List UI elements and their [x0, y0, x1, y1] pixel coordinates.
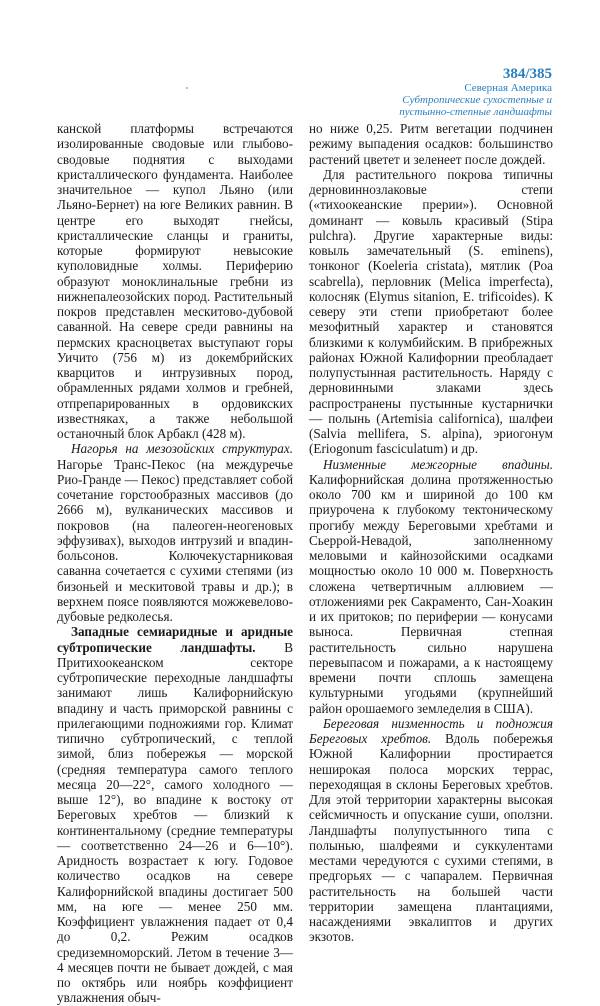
paragraph: но ниже 0,25. Ритм вегетации подчинен режиму выпадения осадков: большинство растений цветет и зеленеет после дождей. — [309, 121, 553, 167]
paragraph — [309, 716, 553, 945]
paragraph-heading: Береговая низменность и подножия Береговых хребтов. — [309, 715, 553, 746]
running-header — [372, 66, 552, 118]
chapter-subtitle: Субтропические сухостепные и пустынно-степные ландшафты — [399, 94, 552, 118]
paragraph: канской платформы встречаются изолированные сводовые или глыбово-сводовые поднятия с выходами кристаллического фундамента. Наиболее значительное — купол Льяно (или Льяно-Бернет) на юге Великих равнин. В центре его выходят гнейсы, кристаллические сланцы и граниты, которые формируют невысокие куполовидные холмы. Периферию образуют моноклинальные гребни из нижнепалеозойских пород. Растительный покров представлен мескитово-дубовой саванной. На севере среди равнины на пермских красноцветах выступают горы Уичито (756 м) из докембрийских кварцитов и интрузивных пород, обрамленных рядами холмов и гребней, отпрепарированных в ордовикских известняках, а также небольшой останочный блок Арбакл (428 м). — [57, 121, 293, 441]
paragraph — [57, 624, 293, 1005]
scan-speck — [186, 87, 188, 89]
paragraph-body: Нагорье Транс-Пекос (на междуречье Рио-Гранде — Пекос) представляет собой сочетание горстообразных массивов (до 2666 м), вулканических массивов и покровов (на палеоген-неогеновых эффузивах), выходов интрузий и впадин-больсонов. Колючекустарниковая саванна сочетается с сухими степями (из бизоньей и мескитовой травы и др.); в верхнем поясе появляются можжевелово-дубовые редколесья. — [57, 456, 293, 624]
paragraph: Для растительного покрова типичны дерновиннозлаковые степи («тихоокеанские прерии»). Основной доминант — ковыль красивый (Stipa pulchra). Другие характерные виды: ковыль замечательный (S. eminens), тонконог (Koeleria cristata), мятлик (Poa scabrella), перловник (Melica imperfecta), колосняк (Elymus sitanion, E. trificoides). К северу эти степи приобретают более мезофитный характер и становятся близкими к колумбийским. В прибрежных районах Южной Калифорнии преобладает полупустынная растительность. Наряду с дерновинными злаками здесь распространены пустынные кустарнички — полынь (Artemisia californica), шалфеи (Salvia mellifera, S. alpina), эриогонум (Eriogonum fasciculatum) и др. — [309, 166, 553, 457]
paragraph-body: В Притихоокеанском секторе субтропические переходные ландшафты занимают лишь Калифорнийскую впадину и часть приморской равнины с прилегающими подножиями гор. Климат типично субтропический, с теплой зимой, близ побережья — морской (средняя температура самого теплого месяца 20—22°, самого холодного — выше 12°), во впадине к востоку от Береговых хребтов — близкий к континентальному (средние температуры — соответственно 24—26 и 6—10°). Аридность возрастает к югу. Годовое количество осадков на севере Калифорнийской впадины достигает 500 мм, на юге — менее 250 мм. Коэффициент увлажнения падает от 0,4 до 0,2. Режим осадков средиземноморский. Летом в течение 3—4 месяцев почти не бывает дождей, с мая по октябрь или ноябрь коэффициент увлажнения обыч- — [57, 639, 294, 1006]
section-title: Северная Америка — [464, 82, 552, 94]
section-heading: Западные семиаридные и аридные субтропические ландшафты. — [57, 624, 293, 655]
paragraph-body: Вдоль побережья Южной Калифорнии простирается неширокая полоса морских террас, переходящая в склоны Береговых хребтов. Для этой территории характерны высокая сейсмичность и опускание суши, оползни. Ландшафты полупустынного типа с полынью, шалфеями и суккулентами местами чередуются с сухими степями, в предгорьях — с чапаралем. Первичная растительность на большей части территории замещена плантациями, насаждениями эвкалиптов и других экзотов. — [309, 731, 553, 945]
paragraph — [309, 457, 553, 716]
paragraph-heading: Нагорья на мезозойских структурах. — [71, 441, 293, 457]
paragraph — [57, 441, 293, 624]
left-column — [57, 121, 293, 1006]
paragraph-body: Калифорнийская долина протяженностью около 700 км и шириной до 100 км приурочена к глубокому тектоническому прогибу между Береговыми хребтами и Сьеррой-Невадой, заполненному меловыми и кайнозойскими осадками мощностью около 10 000 м. Поверхность сложена четвертичным аллювием — отложениями рек Сакраменто, Сан-Хоакин и их притоков; по периферии — конусами выноса. Первичная степная растительность сильно нарушена перевыпасом и пожарами, а к настоящему времени почти сплошь замещена культурными угодьями (крупнейший район орошаемого земледелия в США). — [309, 471, 553, 716]
right-column — [309, 121, 553, 945]
page-numbers: 384/385 — [502, 66, 552, 82]
paragraph-heading: Низменные межгорные впадины. — [323, 456, 553, 472]
